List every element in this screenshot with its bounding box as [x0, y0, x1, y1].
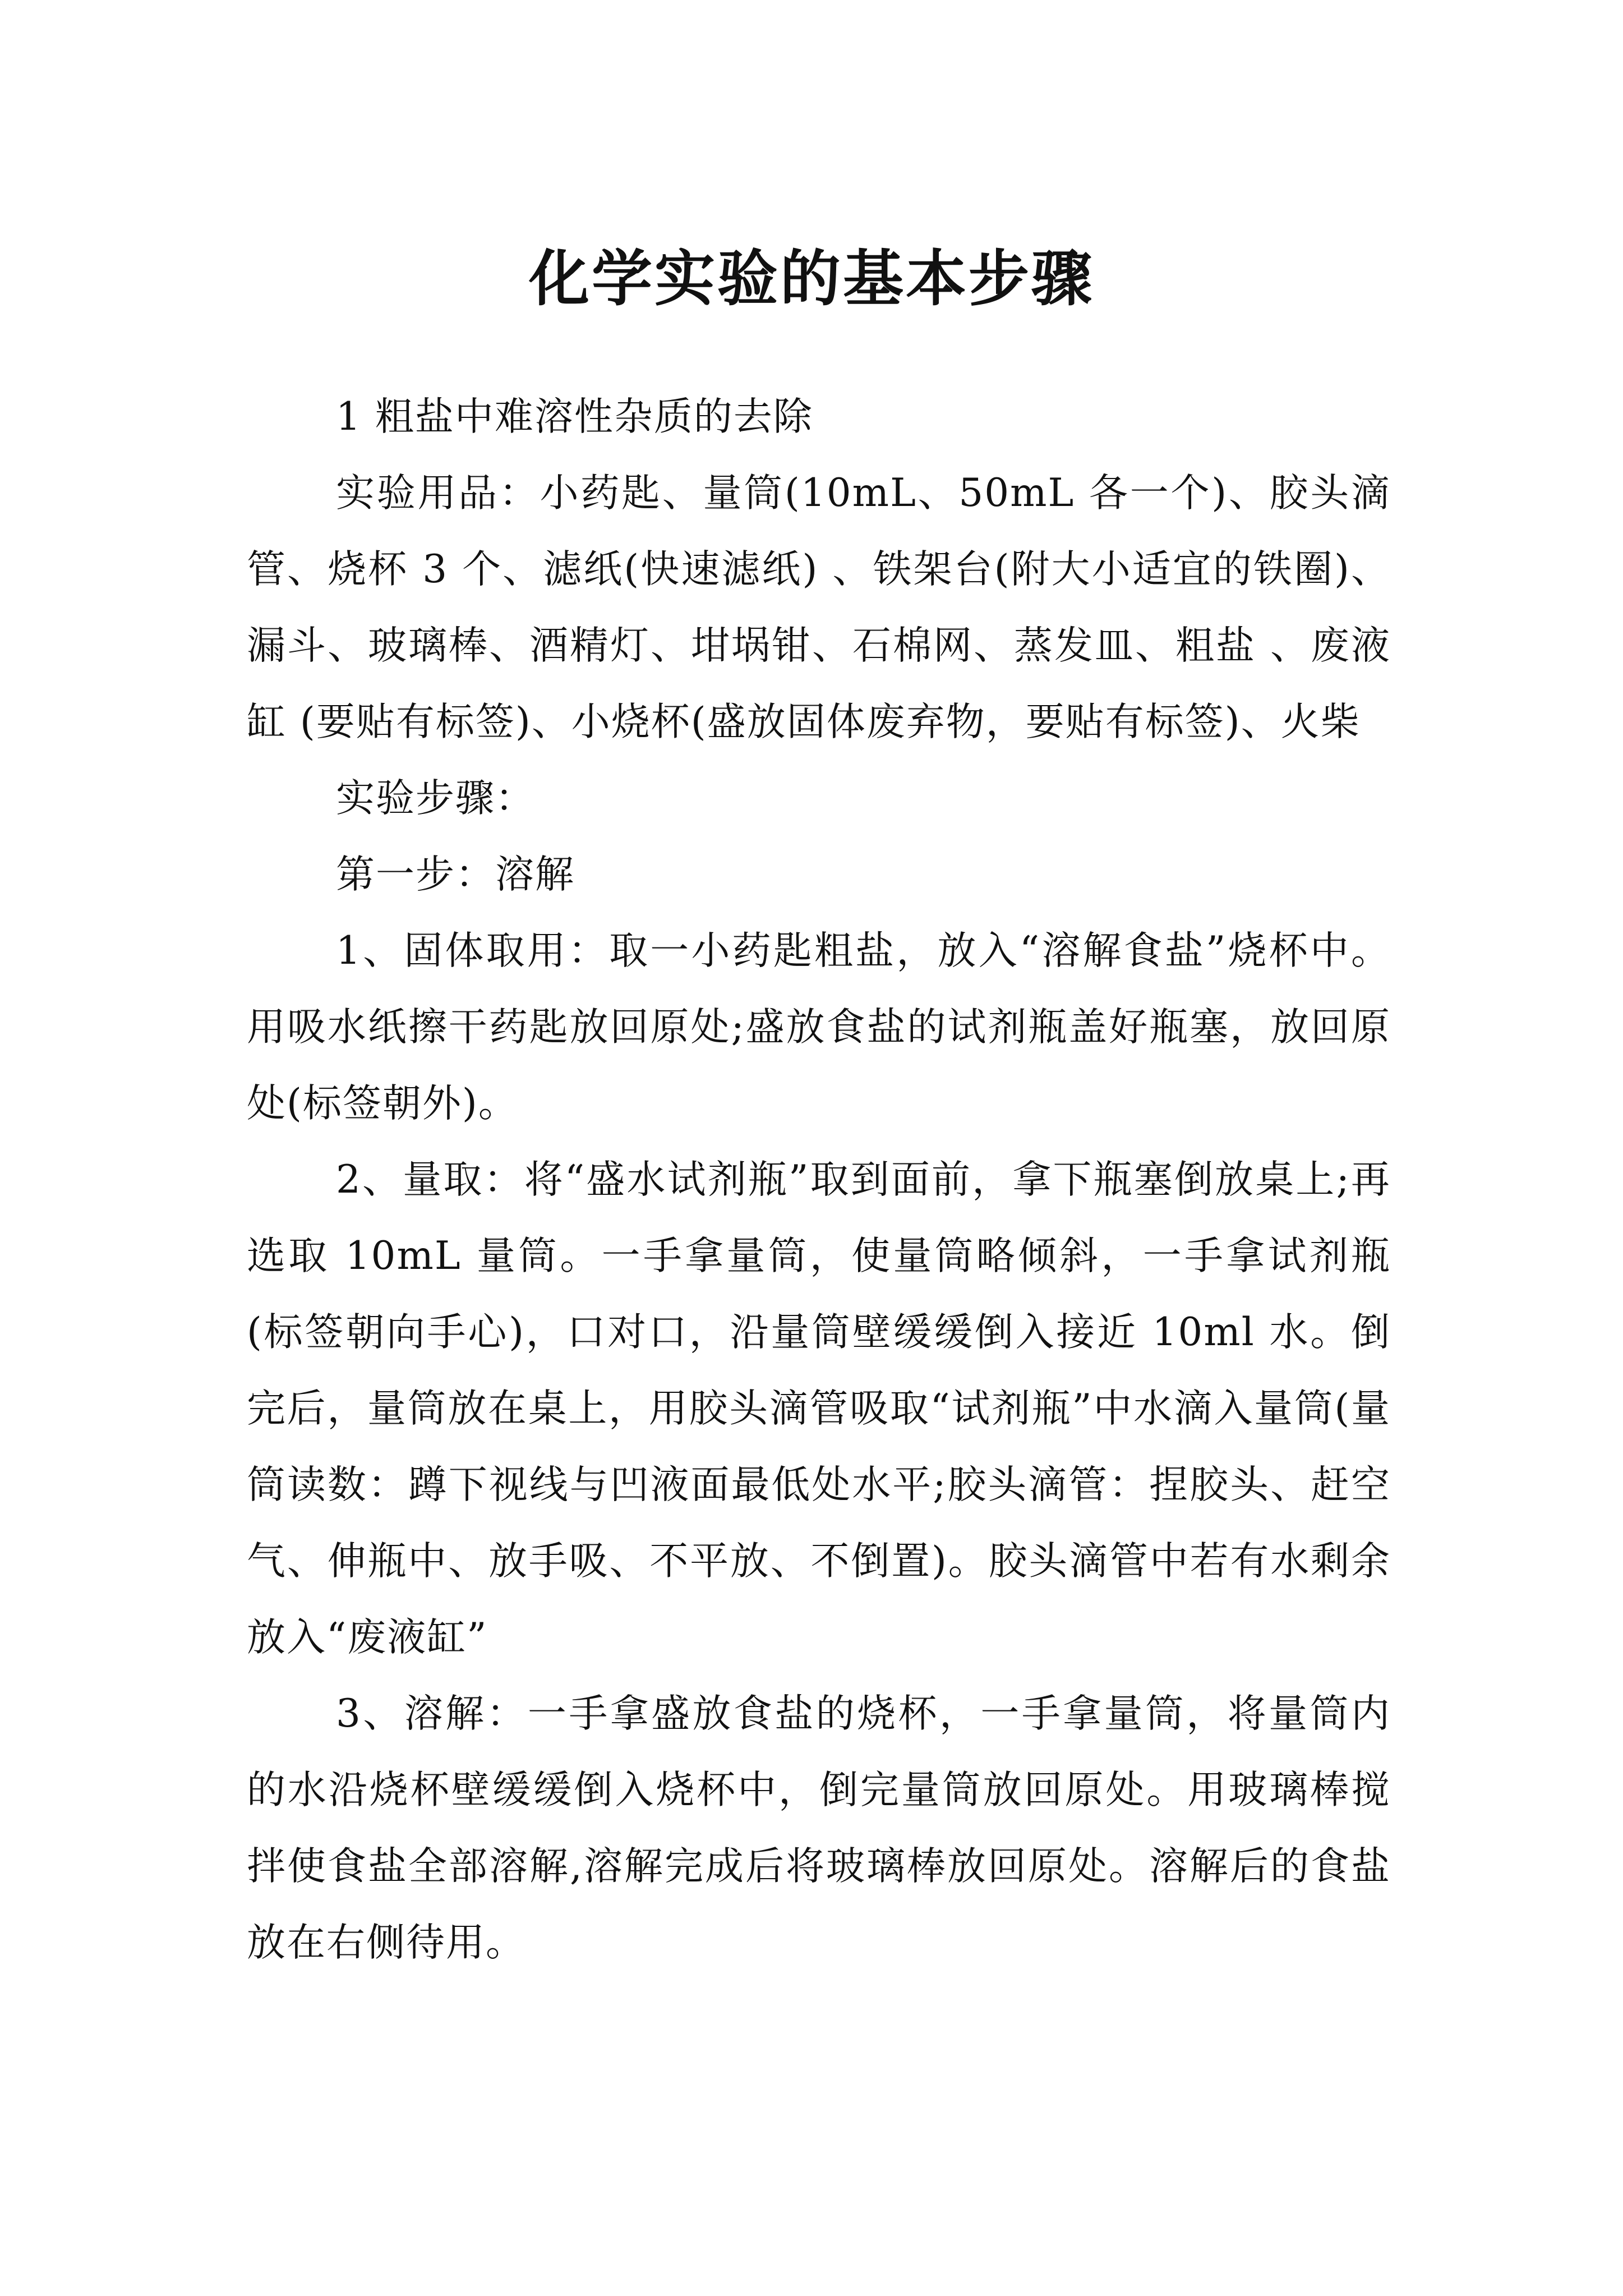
document-body	[247, 379, 1391, 1981]
section-heading: 1 粗盐中难溶性杂质的去除	[336, 394, 813, 439]
step-solid-sampling: 1、固体取用：取一小药匙粗盐，放入“溶解食盐”烧杯中。用吸水纸擦干药匙放回原处;盛放食盐的试剂瓶盖好瓶塞，放回原处(标签朝外)。	[247, 928, 1391, 1126]
document-title: 化学实验的基本步骤	[528, 243, 1094, 315]
step-one-heading: 第一步：溶解	[336, 852, 575, 897]
materials-paragraph: 实验用品：小药匙、量筒(10mL、50mL 各一个)、胶头滴管、烧杯 3 个、滤纸(快速滤纸) 、铁架台(附大小适宜的铁圈)、漏斗、玻璃棒、酒精灯、坩埚钳、石棉网、蒸发皿、粗盐 、废液缸 (要贴有标签)、小烧杯(盛放固体废弃物，要贴有标签)、火柴	[247, 471, 1391, 744]
step-dissolving: 3、溶解：一手拿盛放食盐的烧杯，一手拿量筒，将量筒内的水沿烧杯壁缓缓倒入烧杯中，倒完量筒放回原处。用玻璃棒搅拌使食盐全部溶解,溶解完成后将玻璃棒放回原处。溶解后的食盐放在右侧待用。	[247, 1691, 1391, 1965]
steps-label: 实验步骤：	[336, 776, 535, 821]
step-measuring: 2、量取：将“盛水试剂瓶”取到面前，拿下瓶塞倒放桌上;再选取 10mL 量筒。一手拿量筒，使量筒略倾斜，一手拿试剂瓶(标签朝向手心)，口对口，沿量筒壁缓缓倒入接近 10ml 水。倒完后，量筒放在桌上，用胶头滴管吸取“试剂瓶”中水滴入量筒(量筒读数：蹲下视线与凹液面最低处水平;胶头滴管：捏胶头、赶空气、伸瓶中、放手吸、不平放、不倒置)。胶头滴管中若有水剩余放入“废液缸”	[247, 1157, 1391, 1660]
